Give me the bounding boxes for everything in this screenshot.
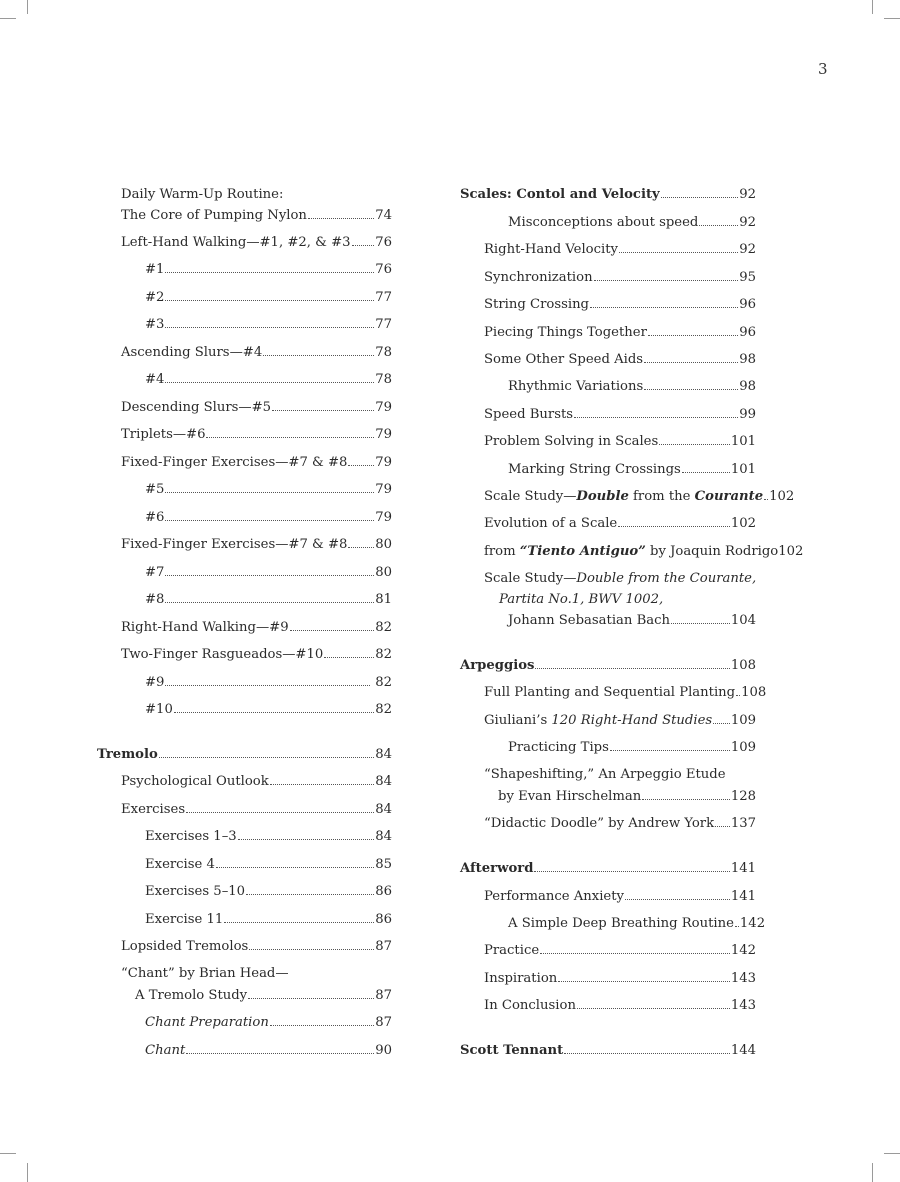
dot-leader: [238, 839, 375, 840]
toc-entry-label: Full Planting and Sequential Planting: [484, 685, 736, 700]
toc-entry[interactable]: [484, 970, 756, 987]
toc-entry-label: Lopsided Tremolos: [121, 939, 249, 954]
toc-entry-page: 92: [739, 187, 756, 202]
dot-leader: [558, 981, 730, 982]
toc-entry-page: 102: [730, 516, 756, 531]
toc-entry-label: Evolution of a Scale: [484, 516, 618, 531]
toc-entry-page: 101: [730, 462, 756, 477]
dot-leader: [270, 1025, 374, 1026]
dot-leader: [682, 472, 730, 473]
toc-entry-page: 142: [739, 916, 766, 931]
toc-entry-page: 87: [375, 1015, 392, 1030]
dot-leader: [216, 867, 374, 868]
dot-leader: [590, 307, 738, 308]
toc-entry-label: Right-Hand Walking—#9: [121, 620, 289, 635]
toc-entry[interactable]: [484, 942, 756, 959]
dot-leader: [249, 949, 374, 950]
toc-entry-label: #6: [145, 510, 165, 525]
toc-entry-page: 78: [375, 372, 392, 387]
crop-mark: [27, 0, 28, 14]
toc-entry-label: by Evan Hirschelman: [498, 789, 642, 804]
toc-entry[interactable]: [121, 399, 392, 416]
toc-entry-label: Piecing Things Together: [484, 325, 647, 340]
toc-section-entry[interactable]: [97, 746, 392, 763]
crop-mark: [27, 1163, 28, 1182]
toc-section-entry[interactable]: [460, 860, 756, 877]
dot-leader: [186, 812, 374, 813]
toc-entry-label: Fixed-Finger Exercises—#7 & #8: [121, 537, 348, 552]
dot-leader: [174, 712, 374, 713]
toc-entry-page: 84: [375, 802, 392, 817]
toc-entry[interactable]: [484, 815, 756, 832]
toc-entry-label: Chant: [145, 1043, 186, 1058]
toc-entry-label: Right-Hand Velocity: [484, 242, 618, 257]
dot-leader: [735, 926, 739, 927]
toc-entry-page: 98: [739, 352, 756, 367]
dot-leader: [659, 444, 730, 445]
toc-entry-page: 79: [375, 427, 392, 442]
toc-entry-page: 96: [739, 297, 756, 312]
dot-leader: [159, 757, 374, 758]
toc-entry-page: 137: [730, 816, 756, 831]
toc-entry-label: Speed Bursts: [484, 407, 574, 422]
dot-leader: [535, 668, 729, 669]
toc-entry[interactable]: [145, 316, 392, 333]
toc-entry[interactable]: [508, 214, 756, 231]
dot-leader: [165, 520, 374, 521]
toc-entry[interactable]: [498, 788, 756, 805]
toc-entry-page: 92: [739, 215, 756, 230]
toc-entry[interactable]: [484, 684, 767, 701]
toc-entry-page: 102: [778, 544, 804, 559]
toc-entry-page: 108: [730, 658, 756, 673]
toc-entry-page: 98: [739, 379, 756, 394]
toc-entry[interactable]: [145, 1042, 392, 1059]
toc-entry-label: Partita No.1, BWV 1002,: [499, 592, 664, 607]
toc-entry-page: 87: [375, 939, 392, 954]
dot-leader: [642, 799, 730, 800]
toc-entry-label: Synchronization: [484, 270, 593, 285]
dot-leader: [290, 630, 375, 631]
dot-leader: [272, 410, 374, 411]
toc-entry-label: Scales: Contol and Velocity: [460, 187, 660, 202]
toc-entry-page: 86: [375, 912, 392, 927]
dot-leader: [206, 437, 374, 438]
toc-entry[interactable]: [484, 406, 756, 423]
dot-leader: [348, 547, 374, 548]
toc-entry[interactable]: [121, 938, 392, 955]
toc-entry-label: #10: [145, 702, 173, 717]
toc-entry[interactable]: [508, 915, 766, 932]
toc-entry[interactable]: [145, 674, 392, 691]
toc-entry[interactable]: [484, 324, 756, 341]
dot-leader: [577, 1008, 730, 1009]
toc-entry[interactable]: [145, 1014, 392, 1031]
toc-entry-page: 81: [375, 592, 392, 607]
toc-entry-label: Scott Tennant: [460, 1043, 564, 1058]
toc-entry-label: Problem Solving in Scales: [484, 434, 659, 449]
toc-entry[interactable]: [508, 378, 756, 395]
toc-entry-page: 80: [375, 565, 392, 580]
toc-entry-label: “Shapeshifting,” An Arpeggio Etude: [484, 767, 726, 782]
page-number: 3: [818, 60, 828, 78]
dot-leader: [713, 723, 730, 724]
toc-entry[interactable]: [508, 461, 756, 478]
dot-leader: [648, 335, 738, 336]
dot-leader: [246, 894, 374, 895]
crop-mark: [0, 1153, 16, 1154]
dot-leader: [644, 362, 738, 363]
dot-leader: [348, 465, 374, 466]
dot-leader: [224, 922, 374, 923]
toc-entry-label: Rhythmic Variations: [508, 379, 644, 394]
toc-entry[interactable]: [484, 515, 756, 532]
toc-entry-page: 109: [730, 740, 756, 755]
toc-entry-label: Performance Anxiety: [484, 889, 624, 904]
toc-entry-page: 128: [730, 789, 756, 804]
toc-entry-page: 109: [730, 713, 756, 728]
toc-entry-label: The Core of Pumping Nylon: [121, 208, 307, 223]
toc-entry[interactable]: [484, 433, 756, 450]
dot-leader: [540, 953, 730, 954]
toc-entry-page: 77: [375, 290, 392, 305]
toc-entry-label: Misconceptions about speed: [508, 215, 699, 230]
toc-entry-label: Marking String Crossings: [508, 462, 681, 477]
toc-entry-page: 84: [375, 774, 392, 789]
dot-leader: [661, 197, 739, 198]
toc-entry-page: 82: [371, 675, 392, 690]
toc-entry-page: 96: [739, 325, 756, 340]
toc-entry-label: Chant Preparation: [145, 1015, 269, 1030]
toc-entry[interactable]: [121, 344, 392, 361]
toc-entry-page: 102: [769, 489, 795, 504]
toc-entry-label: Daily Warm-Up Routine:: [121, 187, 284, 202]
toc-entry-label: Exercise 11: [145, 912, 224, 927]
toc-entry-label: Scale Study—Double from the Courante: [484, 489, 764, 504]
toc-entry-page: 144: [730, 1043, 756, 1058]
dot-leader: [594, 280, 739, 281]
dot-leader: [574, 417, 738, 418]
toc-entry-label: Two-Finger Rasgueados—#10: [121, 647, 324, 662]
toc-entry[interactable]: [145, 911, 392, 928]
toc-entry-label: Tremolo: [97, 747, 158, 762]
toc-entry-page: 76: [375, 235, 392, 250]
dot-leader: [186, 1053, 374, 1054]
toc-entry-label: #8: [145, 592, 165, 607]
toc-entry-page: 82: [375, 647, 392, 662]
toc-entry-page: 141: [730, 861, 756, 876]
toc-entry-page: 143: [730, 971, 756, 986]
toc-entry-page: 87: [375, 988, 392, 1003]
toc-entry[interactable]: [484, 241, 756, 258]
toc-entry-label: Afterword: [460, 861, 534, 876]
toc-entry[interactable]: [145, 481, 392, 498]
toc-entry-label: Exercises: [121, 802, 186, 817]
toc-entry-label: Giuliani’s 120 Right-Hand Studies: [484, 713, 713, 728]
dot-leader: [699, 225, 738, 226]
toc-entry[interactable]: [121, 426, 392, 443]
toc-entry-page: 92: [739, 242, 756, 257]
crop-mark: [872, 0, 873, 14]
toc-entry[interactable]: [484, 488, 795, 505]
toc-entry[interactable]: [121, 646, 392, 663]
toc-entry-page: 79: [375, 455, 392, 470]
toc-entry[interactable]: [508, 612, 756, 629]
toc-entry[interactable]: [145, 564, 392, 581]
toc-entry-label: String Crossing: [484, 297, 590, 312]
toc-entry-label: Ascending Slurs—#4: [121, 345, 263, 360]
toc-entry-label: Exercises 1–3: [145, 829, 237, 844]
toc-entry-page: 143: [730, 998, 756, 1013]
toc-entry-page: 79: [375, 510, 392, 525]
toc-entry-page: 142: [730, 943, 756, 958]
toc-entry-page: 80: [375, 537, 392, 552]
toc-entry-label: #2: [145, 290, 165, 305]
toc-entry[interactable]: [121, 454, 392, 471]
toc-entry-page: 84: [375, 829, 392, 844]
toc-entry[interactable]: [484, 296, 756, 313]
toc-entry-label: #3: [145, 317, 165, 332]
dot-leader: [165, 382, 374, 383]
toc-entry-label: Exercises 5–10: [145, 884, 246, 899]
toc-entry-page: 86: [375, 884, 392, 899]
toc-entry-page: 79: [375, 482, 392, 497]
dot-leader: [165, 575, 374, 576]
toc-entry-page: 74: [375, 208, 392, 223]
toc-entry-label: #5: [145, 482, 165, 497]
toc-entry-label: Triplets—#6: [121, 427, 206, 442]
toc-entry[interactable]: [145, 701, 392, 718]
toc-entry[interactable]: [121, 536, 392, 553]
toc-entry[interactable]: [145, 883, 392, 900]
toc-entry[interactable]: [484, 888, 756, 905]
toc-entry-page: 79: [375, 400, 392, 415]
toc-entry-label: Fixed-Finger Exercises—#7 & #8: [121, 455, 348, 470]
toc-entry-label: Some Other Speed Aids: [484, 352, 644, 367]
toc-entry-label: Descending Slurs—#5: [121, 400, 272, 415]
dot-leader: [324, 657, 374, 658]
toc-entry[interactable]: [145, 591, 392, 608]
toc-entry-page: 99: [739, 407, 756, 422]
crop-mark: [872, 1163, 873, 1182]
dot-leader: [165, 602, 374, 603]
dot-leader: [352, 245, 375, 246]
toc-entry-page: 82: [375, 620, 392, 635]
toc-entry-page: 85: [375, 857, 392, 872]
toc-section-entry[interactable]: [460, 657, 756, 674]
dot-leader: [534, 871, 729, 872]
crop-mark: [0, 18, 16, 19]
toc-entry-label: #9: [145, 675, 165, 690]
toc-entry[interactable]: [121, 619, 392, 636]
toc-section-entry[interactable]: [460, 1042, 756, 1059]
dot-leader: [248, 998, 374, 999]
toc-entry-label: #4: [145, 372, 165, 387]
toc-entry-label: “Chant” by Brian Head—: [121, 966, 289, 981]
toc-entry[interactable]: [484, 997, 756, 1014]
toc-entry[interactable]: [145, 828, 392, 845]
dot-leader: [618, 526, 730, 527]
toc-entry-page: 104: [730, 613, 756, 628]
toc-entry-label: Inspiration: [484, 971, 558, 986]
toc-entry-label: Arpeggios: [460, 658, 535, 673]
dot-leader: [165, 327, 374, 328]
toc-entry-label: In Conclusion: [484, 998, 576, 1013]
toc-entry[interactable]: [484, 543, 804, 560]
toc-entry[interactable]: [145, 371, 392, 388]
toc-entry-page: 95: [739, 270, 756, 285]
dot-leader: [610, 750, 730, 751]
toc-entry[interactable]: [484, 269, 756, 286]
toc-entry-label: Psychological Outlook: [121, 774, 269, 789]
toc-entry-page: 78: [375, 345, 392, 360]
toc-entry[interactable]: [121, 207, 392, 224]
toc-entry-page: 101: [730, 434, 756, 449]
dot-leader: [764, 499, 768, 500]
toc-entry-label: Practice: [484, 943, 540, 958]
toc-entry[interactable]: [145, 289, 392, 306]
toc-entry-page: 76: [375, 262, 392, 277]
toc-entry[interactable]: [121, 773, 392, 790]
toc-entry-label: Left-Hand Walking—#1, #2, & #3: [121, 235, 351, 250]
dot-leader: [619, 252, 738, 253]
dot-leader: [625, 899, 730, 900]
dot-leader: [165, 492, 374, 493]
toc-entry[interactable]: [135, 987, 392, 1004]
toc-entry[interactable]: [145, 509, 392, 526]
dot-leader: [644, 389, 738, 390]
toc-entry-label: “Didactic Doodle” by Andrew York: [484, 816, 715, 831]
dot-leader: [736, 695, 740, 696]
toc-entry-label: A Tremolo Study: [135, 988, 248, 1003]
crop-mark: [884, 1153, 900, 1154]
dot-leader: [165, 685, 370, 686]
dot-leader: [564, 1053, 730, 1054]
crop-mark: [884, 18, 900, 19]
dot-leader: [165, 300, 374, 301]
toc-entry-label: Practicing Tips: [508, 740, 609, 755]
toc-entry[interactable]: [145, 261, 392, 278]
toc-entry-label: Scale Study—Double from the Courante,: [484, 571, 757, 586]
toc-entry[interactable]: [484, 712, 756, 729]
toc-entry-page: 141: [730, 889, 756, 904]
dot-leader: [308, 218, 374, 219]
toc-entry-page: 77: [375, 317, 392, 332]
toc-entry-label: Exercise 4: [145, 857, 215, 872]
toc-entry-page: 108: [741, 685, 767, 700]
toc-section-entry[interactable]: [460, 186, 756, 203]
dot-leader: [270, 784, 374, 785]
toc-entry[interactable]: [121, 234, 392, 251]
toc-entry-label: from “Tiento Antiguo” by Joaquin Rodrigo: [484, 544, 779, 559]
toc-entry-label: A Simple Deep Breathing Routine: [508, 916, 734, 931]
toc-entry[interactable]: [508, 739, 756, 756]
toc-entry-page: 84: [375, 747, 392, 762]
toc-entry[interactable]: [145, 856, 392, 873]
toc-entry-label: #1: [145, 262, 165, 277]
toc-entry-page: 90: [375, 1043, 392, 1058]
toc-entry[interactable]: [121, 801, 392, 818]
dot-leader: [671, 623, 730, 624]
toc-entry[interactable]: [484, 351, 756, 368]
dot-leader: [715, 826, 730, 827]
toc-entry-page: 82: [375, 702, 392, 717]
toc-entry-label: #7: [145, 565, 165, 580]
dot-leader: [165, 272, 374, 273]
toc-entry-label: Johann Sebasatian Bach: [508, 613, 671, 628]
dot-leader: [263, 355, 374, 356]
